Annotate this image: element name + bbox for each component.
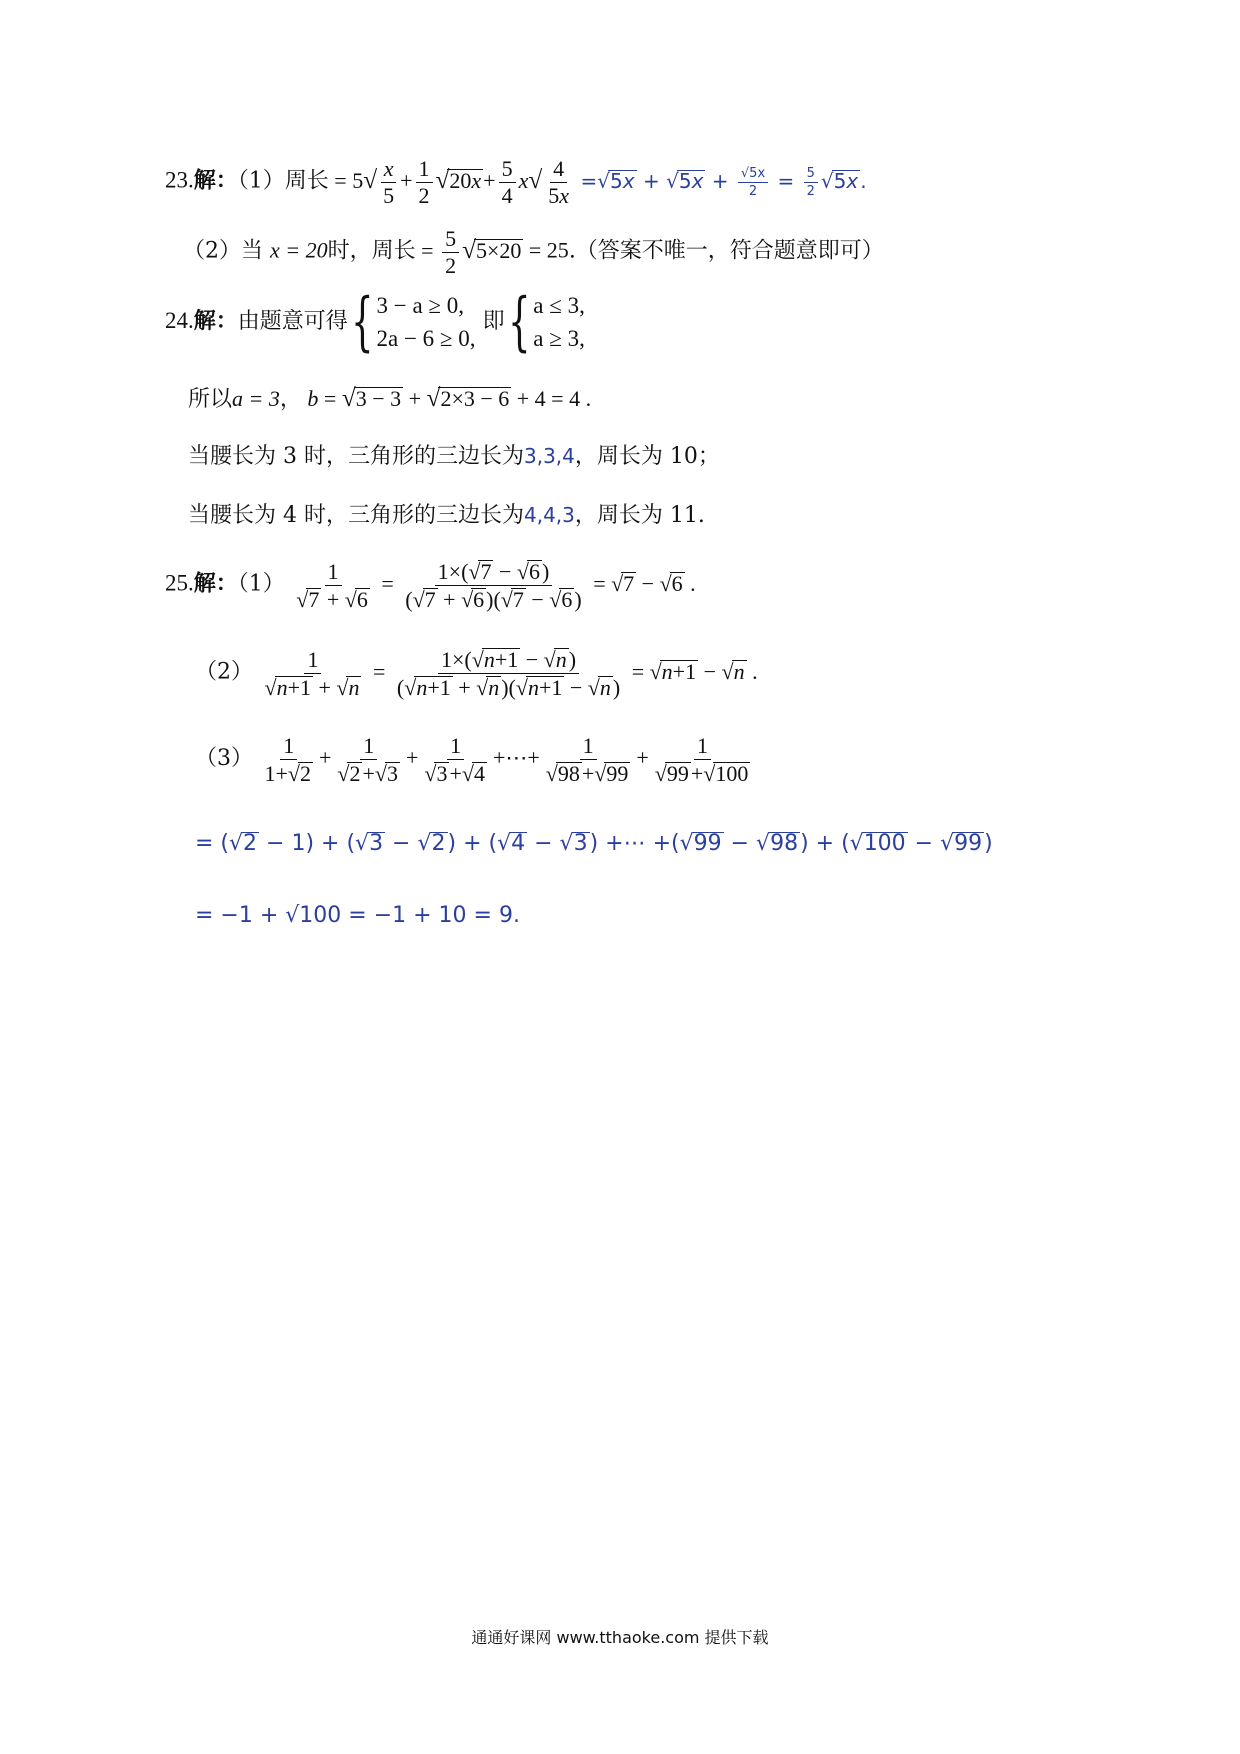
q24-ji: 即 bbox=[482, 309, 505, 334]
q25-final: = −1 + √100 = −1 + 10 = 9. bbox=[195, 903, 520, 928]
q24-line3-end: ，周长为 10； bbox=[574, 444, 720, 469]
q25-line3 bbox=[195, 735, 756, 785]
q24-line4-text: 当腰长为 4 时，三角形的三边长为 bbox=[188, 503, 524, 528]
q25-jie: 解： bbox=[193, 570, 238, 597]
q24-line4-end: ，周长为 11. bbox=[574, 503, 705, 528]
q23-jie: 解： bbox=[193, 167, 238, 194]
q24-brace-right: { bbox=[507, 285, 531, 359]
q25-p3-expr: $\frac{1}{1+√2}$ + $\frac{1}{√2+√3}$ + $\frac{1}{√3+√4}$ +⋯+ $\frac{1}{√98+√99}$ + $\frac{1}{√99+√100}$ bbox=[264, 733, 749, 786]
q24-line3-text: 当腰长为 3 时，三角形的三边长为 bbox=[188, 444, 524, 469]
q24-sys1-eq2: 2a − 6 ≥ 0, bbox=[376, 326, 476, 351]
q23-p2-expr: = $\frac{5}{2}$ √5×20 bbox=[415, 226, 522, 278]
q24-number: 24. bbox=[165, 308, 194, 333]
q24-sys1-eq1: 3 − a ≥ 0, bbox=[376, 293, 465, 318]
q24-line2 bbox=[188, 386, 591, 411]
q24-brace-left: { bbox=[350, 285, 374, 359]
q25-p1-label: （1） bbox=[237, 571, 285, 597]
q23-p2-text2: 时，周长 bbox=[327, 238, 416, 264]
q23-line1 bbox=[165, 158, 867, 207]
q24-intro: 由题意可得 bbox=[237, 309, 348, 334]
footer-text: 通通好课网 www.tthaoke.com 提供下载 bbox=[471, 1628, 769, 1647]
q25-p1-expr: $\frac{1}{√7 + √6}$ = $\frac{1\times(√7 - √6)}{(√7 + √6)(√7 - √6)}$ = √7 − √6 . bbox=[296, 558, 696, 612]
q24-sys2-eq2: a ≥ 3, bbox=[533, 326, 585, 351]
q24-jie: 解： bbox=[193, 308, 238, 334]
q23-p2-label: （2） bbox=[183, 238, 241, 264]
q24-line4 bbox=[188, 505, 705, 527]
q25-number: 25. bbox=[165, 570, 194, 596]
q23-p1-text: 周长 bbox=[284, 168, 329, 194]
q24-line1 bbox=[165, 285, 585, 359]
q24-system2 bbox=[533, 294, 585, 350]
q23-p2-result: = 25 bbox=[528, 237, 569, 263]
q24-line3 bbox=[188, 446, 720, 468]
q24-line2-a: a = 3 bbox=[232, 386, 280, 411]
q25-line4: = (√2 − 1) + (√3 − √2) + (√4 − √3) +⋯ +(√99 − √98) + (√100 − √99) bbox=[195, 831, 993, 856]
q24-line2-expr: ， b = √3 − 3 + √2×3 − 6 + 4 = 4 . bbox=[279, 384, 592, 412]
q24-line4-blue: 4,4,3 bbox=[524, 503, 575, 527]
q23-p2-val: x = 20 bbox=[270, 237, 328, 263]
q25-line2 bbox=[195, 648, 758, 699]
q25-line1 bbox=[165, 560, 696, 611]
q24-line2-pre: 所以 bbox=[188, 387, 233, 412]
q23-p1-label: （1） bbox=[237, 168, 285, 194]
q24-system1 bbox=[377, 294, 476, 350]
q25-p2-label: （2） bbox=[195, 659, 253, 685]
q23-line2 bbox=[183, 228, 884, 277]
q23-expr: = 5√ $\frac{x}{5}$ + $\frac{1}{2}$ √20x+ $\frac{5}{4}$ x√ $\frac{4}{5x}$ bbox=[328, 156, 570, 208]
q25-p3-label: （3） bbox=[195, 746, 253, 772]
q23-p2-text1: 当 bbox=[241, 238, 264, 264]
q23-expr-blue: =√5x + √5x + $\frac{√5x}{2}$ = $\frac{5}{2}$ √5x . bbox=[580, 165, 867, 199]
q25-p2-expr: $\frac{1}{√n+1 + √n}$ = $\frac{1\times(√n+1 - √n)}{(√n+1 + √n)(√n+1 - √n)}$ = √n+1 − √n . bbox=[264, 646, 758, 700]
q23-number: 23. bbox=[165, 167, 194, 193]
q24-line3-blue: 3,3,4 bbox=[524, 444, 575, 468]
q23-p2-note: .（答案不唯一，符合题意即可） bbox=[568, 238, 884, 264]
q24-sys2-eq1: a ≤ 3, bbox=[533, 293, 585, 318]
